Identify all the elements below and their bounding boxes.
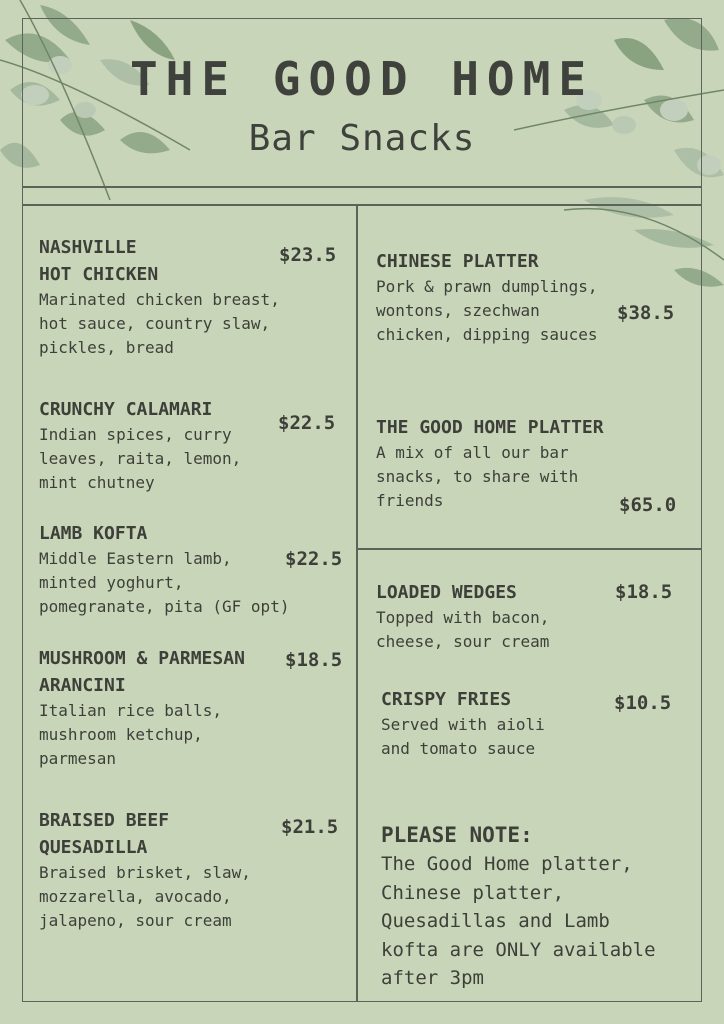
- item-description: Served with aioli: [381, 715, 545, 734]
- item-description: hot sauce, country slaw,: [39, 314, 271, 333]
- item-description: mint chutney: [39, 473, 155, 492]
- note-line: Chinese platter,: [381, 881, 565, 904]
- item-name: NASHVILLE: [39, 237, 137, 258]
- menu-item: [376, 248, 598, 347]
- item-price: $21.5: [281, 816, 339, 838]
- menu-item: [39, 645, 245, 771]
- menu-item: [39, 396, 241, 495]
- item-description: cheese, sour cream: [376, 632, 550, 651]
- menu-item: [39, 807, 251, 933]
- item-name: HOT CHICKEN: [39, 264, 159, 285]
- page-subtitle: Bar Snacks: [248, 118, 476, 159]
- note-line: The Good Home platter,: [381, 853, 633, 875]
- right-section-divider: [357, 548, 702, 550]
- item-name: ARANCINI: [39, 675, 126, 696]
- menu-item: [376, 414, 604, 513]
- item-description: Middle Eastern lamb,: [39, 549, 232, 568]
- item-description: A mix of all our bar: [376, 443, 569, 462]
- menu-item: [39, 234, 280, 360]
- item-description: Indian spices, curry: [39, 425, 232, 444]
- page-title: THE GOOD HOME: [129, 52, 595, 106]
- item-price: $38.5: [617, 302, 675, 324]
- item-description: Braised brisket, slaw,: [39, 863, 251, 882]
- item-description: mozzarella, avocado,: [39, 887, 232, 906]
- item-price: $22.5: [285, 548, 343, 570]
- item-description: wontons, szechwan: [376, 301, 540, 320]
- item-description: Pork & prawn dumplings,: [376, 277, 598, 296]
- menu-item: [381, 686, 545, 761]
- item-description: minted yoghurt,: [39, 573, 184, 592]
- column-divider: [356, 204, 358, 1002]
- item-description: pickles, bread: [39, 338, 174, 357]
- content-top-rule: [22, 204, 702, 206]
- item-name: CRISPY FRIES: [381, 689, 512, 710]
- item-name: BRAISED BEEF: [39, 810, 170, 831]
- note-line: kofta are ONLY available: [381, 938, 656, 961]
- item-price: $65.0: [619, 494, 677, 516]
- menu-item: [39, 520, 289, 619]
- item-description: parmesan: [39, 749, 117, 768]
- note-line: Quesadillas and Lamb: [381, 910, 610, 932]
- menu-item: [376, 579, 549, 654]
- note-line: after 3pm: [381, 967, 484, 989]
- item-name: LOADED WEDGES: [376, 582, 517, 603]
- item-description: Italian rice balls,: [39, 701, 223, 720]
- header-divider: [22, 186, 702, 188]
- item-description: pomegranate, pita (GF opt): [39, 597, 290, 616]
- item-name: THE GOOD HOME PLATTER: [376, 417, 604, 438]
- item-description: and tomato sauce: [381, 739, 536, 758]
- item-price: $22.5: [278, 412, 336, 434]
- item-description: mushroom ketchup,: [39, 725, 203, 744]
- item-name: QUESADILLA: [39, 837, 148, 858]
- item-description: Marinated chicken breast,: [39, 290, 280, 309]
- item-description: leaves, raita, lemon,: [39, 449, 242, 468]
- item-price: $23.5: [279, 244, 337, 266]
- item-price: $18.5: [285, 649, 343, 671]
- item-description: snacks, to share with: [376, 467, 579, 486]
- item-description: Topped with bacon,: [376, 608, 550, 627]
- item-price: $18.5: [615, 581, 673, 603]
- item-description: friends: [376, 491, 444, 510]
- item-name: CRUNCHY CALAMARI: [39, 399, 213, 420]
- item-name: LAMB KOFTA: [39, 523, 148, 544]
- item-description: jalapeno, sour cream: [39, 911, 232, 930]
- item-name: CHINESE PLATTER: [376, 251, 539, 272]
- availability-note: [381, 820, 656, 993]
- item-description: chicken, dipping sauces: [376, 325, 598, 344]
- note-title: PLEASE NOTE:: [381, 823, 533, 847]
- item-name: MUSHROOM & PARMESAN: [39, 648, 245, 669]
- item-price: $10.5: [614, 692, 672, 714]
